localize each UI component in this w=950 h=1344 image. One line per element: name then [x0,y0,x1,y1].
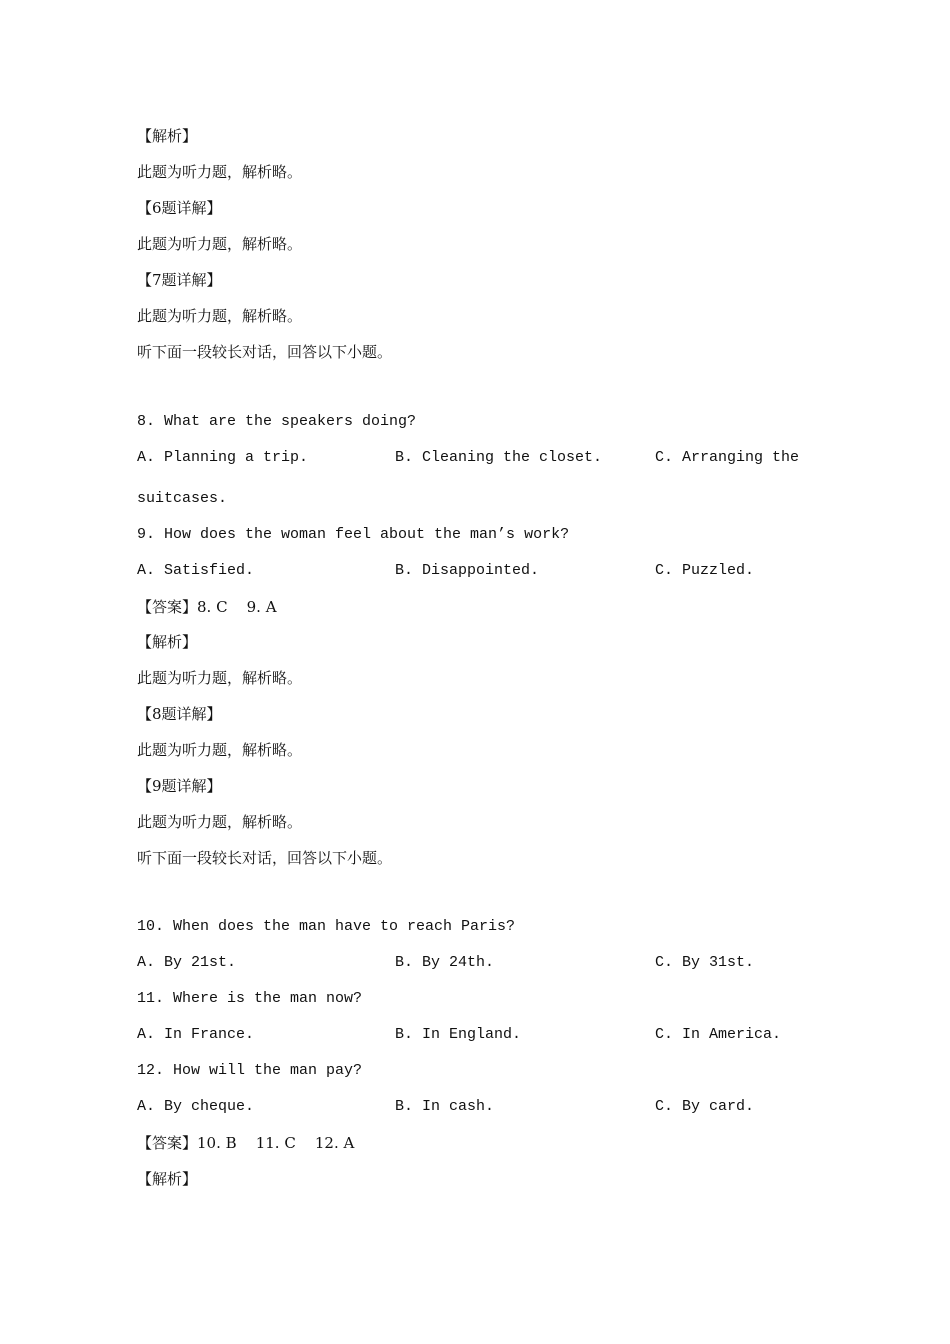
answer-line-2: 【答案】10. B 11. C 12. A [137,1134,355,1152]
question-12-option-a: A. By cheque. [137,1098,255,1115]
analysis-text-2: 此题为听力题，解析略。 [137,669,303,687]
question-11-option-c: C. In America. [655,1026,782,1043]
question-8-option-a: A. Planning a trip. [137,449,309,466]
question-10: 10. When does the man have to reach Paris? [137,918,516,935]
question-11-option-b: B. In England. [395,1026,522,1043]
analysis-heading-2: 【解析】 [137,633,198,651]
analysis-text: 此题为听力题，解析略。 [137,163,303,181]
q6-detail-text: 此题为听力题，解析略。 [137,235,303,253]
q7-detail-heading: 【7题详解】 [137,271,222,289]
question-10-option-a: A. By 21st. [137,954,237,971]
question-12-option-c: C. By card. [655,1098,755,1115]
question-11-option-a: A. In France. [137,1026,255,1043]
question-9-option-a: A. Satisfied. [137,562,255,579]
q8-detail-text: 此题为听力题，解析略。 [137,741,303,759]
question-10-option-b: B. By 24th. [395,954,495,971]
answer-line-1: 【答案】8. C 9. A [137,598,277,616]
question-8-option-b: B. Cleaning the closet. [395,449,603,466]
q7-detail-text: 此题为听力题，解析略。 [137,307,303,325]
section-instruction: 听下面一段较长对话，回答以下小题。 [137,343,393,361]
section-instruction-2: 听下面一段较长对话，回答以下小题。 [137,849,393,867]
question-11: 11. Where is the man now? [137,990,363,1007]
question-9: 9. How does the woman feel about the man’s work? [137,526,570,543]
q6-detail-heading: 【6题详解】 [137,199,222,217]
analysis-heading-3: 【解析】 [137,1170,198,1188]
question-12: 12. How will the man pay? [137,1062,363,1079]
question-9-option-b: B. Disappointed. [395,562,540,579]
analysis-heading: 【解析】 [137,127,198,145]
question-8-option-c: C. Arranging the [655,449,800,466]
question-8: 8. What are the speakers doing? [137,413,417,430]
question-10-option-c: C. By 31st. [655,954,755,971]
question-9-option-c: C. Puzzled. [655,562,755,579]
q8-detail-heading: 【8题详解】 [137,705,222,723]
question-12-option-b: B. In cash. [395,1098,495,1115]
q9-detail-heading: 【9题详解】 [137,777,222,795]
question-8-option-c-cont: suitcases. [137,490,228,507]
q9-detail-text: 此题为听力题，解析略。 [137,813,303,831]
